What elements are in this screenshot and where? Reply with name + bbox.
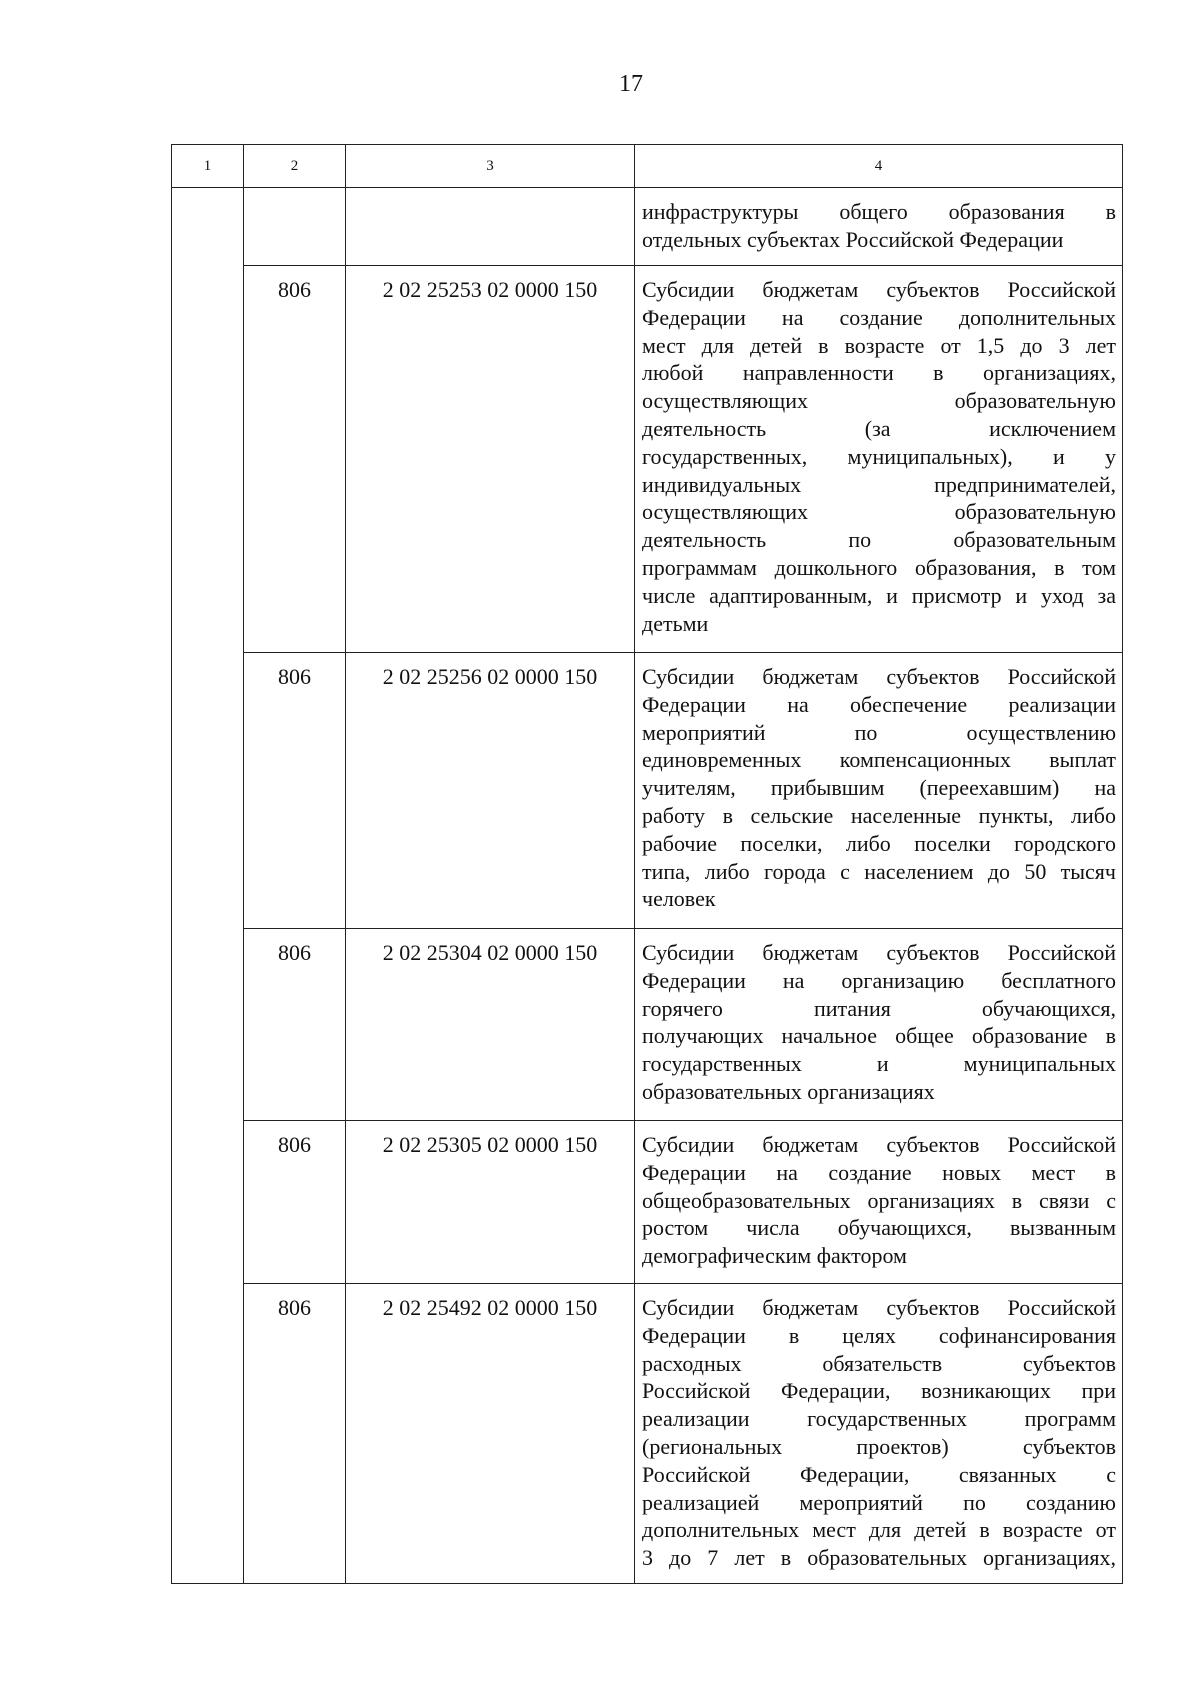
description-line: Федерации в целях софинансирования (642, 1322, 1116, 1348)
description-line: 3 до 7 лет в образовательных организациях, (642, 1545, 1116, 1571)
cell-description (635, 266, 1123, 653)
cell-admin-code: 806 (244, 929, 346, 1121)
description-line: программам дошкольного образования, в том (642, 554, 1116, 580)
description-line: горячего питания обучающихся, (642, 995, 1116, 1021)
table-row (172, 1121, 1123, 1284)
cell-empty-col-1 (172, 266, 244, 653)
description-line: получающих начальное общее образование в (642, 1023, 1116, 1049)
cell-empty-col-1 (172, 188, 244, 266)
cell-empty-col-1 (172, 653, 244, 929)
description-line: ростом числа обучающихся, вызванным (642, 1215, 1116, 1241)
description-line: Субсидии бюджетам субъектов Российской (642, 277, 1116, 302)
cell-admin-code: 806 (244, 1284, 346, 1584)
cell-admin-code: 806 (244, 266, 346, 653)
cell-admin-code: 806 (244, 1121, 346, 1284)
description-line: деятельность по образовательным (642, 527, 1116, 553)
description-line: реализации государственных программ (642, 1406, 1116, 1432)
description-line: Субсидии бюджетам субъектов Российской (642, 1295, 1116, 1320)
cell-empty-col-1 (172, 1121, 244, 1284)
description-line: учителям, прибывшим (переехавшим) на (642, 775, 1116, 801)
cell-empty-col-1 (172, 929, 244, 1121)
cell-empty-col-1 (172, 1284, 244, 1584)
cell-description (635, 188, 1123, 266)
description-line: индивидуальных предпринимателей, (642, 471, 1116, 497)
description-line: Федерации на создание новых мест в (642, 1159, 1116, 1185)
description-line: детьми (642, 610, 709, 636)
cell-admin-code (244, 188, 346, 266)
description-line: (региональных проектов) субъектов (642, 1433, 1116, 1459)
description-line: Российской Федерации, возникающих при (642, 1378, 1116, 1404)
header-col-4: 4 (635, 145, 1123, 188)
table-row (172, 653, 1123, 929)
description-line: рабочие поселки, либо поселки городского (642, 830, 1116, 856)
description-line: единовременных компенсационных выплат (642, 747, 1116, 773)
description-line: образовательных организациях (642, 1078, 935, 1104)
cell-budget-code: 2 02 25304 02 0000 150 (346, 929, 635, 1121)
cell-description (635, 1284, 1123, 1584)
description-line: человек (642, 886, 716, 912)
description-line: типа, либо города с населением до 50 тысяч (642, 858, 1116, 884)
description-line: реализацией мероприятий по созданию (642, 1489, 1116, 1515)
description-line: государственных и муниципальных (642, 1051, 1116, 1077)
cell-budget-code: 2 02 25253 02 0000 150 (346, 266, 635, 653)
description-line: инфраструктуры общего образования в (642, 199, 1116, 224)
cell-budget-code: 2 02 25256 02 0000 150 (346, 653, 635, 929)
description-line: Федерации на создание дополнительных (642, 304, 1116, 330)
cell-admin-code: 806 (244, 653, 346, 929)
description-line: Субсидии бюджетам субъектов Российской (642, 664, 1116, 689)
description-line: работу в сельские населенные пункты, либо (642, 802, 1116, 828)
description-line: Российской Федерации, связанных с (642, 1461, 1116, 1487)
table-header-row (172, 145, 1123, 188)
description-line: мероприятий по осуществлению (642, 719, 1116, 745)
budget-revenue-table (171, 144, 1123, 1584)
cell-budget-code: 2 02 25492 02 0000 150 (346, 1284, 635, 1584)
cell-budget-code (346, 188, 635, 266)
description-line: Субсидии бюджетам субъектов Российской (642, 940, 1116, 965)
description-line: государственных, муниципальных), и у (642, 443, 1116, 469)
description-line: расходных обязательств субъектов (642, 1350, 1116, 1376)
cell-description (635, 653, 1123, 929)
header-col-1: 1 (172, 145, 244, 188)
cell-budget-code: 2 02 25305 02 0000 150 (346, 1121, 635, 1284)
table-row (172, 1284, 1123, 1584)
description-line: демографическим фактором (642, 1243, 907, 1269)
description-line: Федерации на обеспечение реализации (642, 691, 1116, 717)
description-line: отдельных субъектах Российской Федерации (642, 226, 1064, 252)
description-line: числе адаптированным, и присмотр и уход за (642, 582, 1116, 608)
cell-description (635, 1121, 1123, 1284)
description-line: общеобразовательных организациях в связи с (642, 1187, 1116, 1213)
table-row (172, 188, 1123, 266)
table-row (172, 929, 1123, 1121)
table-row (172, 266, 1123, 653)
description-line: любой направленности в организациях, (642, 360, 1116, 386)
header-col-2: 2 (244, 145, 346, 188)
cell-description (635, 929, 1123, 1121)
description-line: осуществляющих образовательную (642, 388, 1116, 414)
description-line: осуществляющих образовательную (642, 499, 1116, 525)
description-line: дополнительных мест для детей в возрасте от (642, 1517, 1116, 1543)
page-number: 17 (619, 71, 643, 97)
description-line: Субсидии бюджетам субъектов Российской (642, 1132, 1116, 1157)
description-line: мест для детей в возрасте от 1,5 до 3 лет (642, 332, 1116, 358)
description-line: Федерации на организацию бесплатного (642, 967, 1116, 993)
header-col-3: 3 (346, 145, 635, 188)
description-line: деятельность (за исключением (642, 415, 1116, 441)
